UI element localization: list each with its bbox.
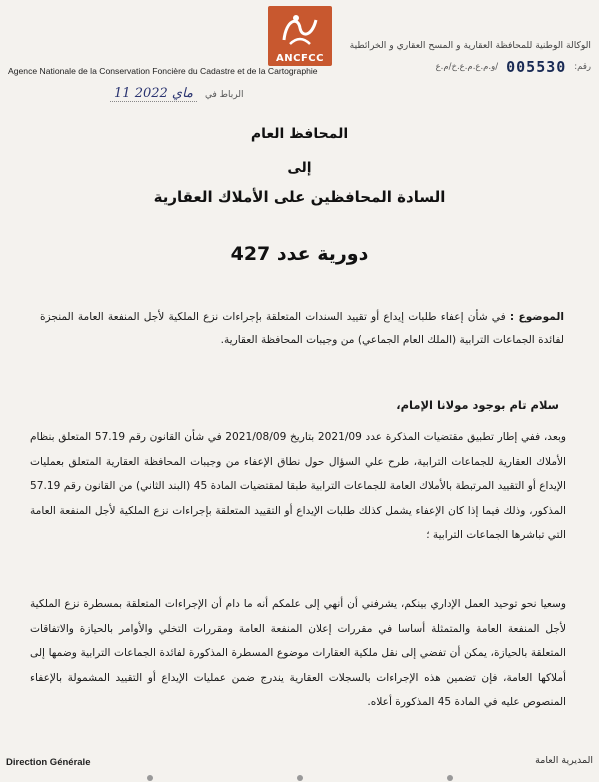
reference-number: 005530 [506,58,567,76]
footer-decoration [0,770,599,782]
body-paragraph-1: وبعد، ففي إطار تطبيق مقتضيات المذكرة عدد 2021/09 بتاريخ 2021/08/09 في شأن القانون رقم 57.19 المتعلق بنظام الأملاك العقارية للجماعات الترابية، طرح علي السؤال حول نطاق الإعفاء من وجيبات المحافظة العقارية المتعلق بعمليات الإيداع أو التقييد المرتبطة بالأملاك العامة للجماعات الترابية طبقا لمقتضيات المادة 45 (البند الثاني) من القانون رقم 57.19 المذكور، وذلك فيما إذا كان الإعفاء يشمل كذلك طلبات الإيداع أو التقييد المتعلقة بإجراءات نزع الملكية لأجل المنفعة العامة التي تباشرها الجماعات الترابية ؛ [30,431,566,542]
reference-row [436,56,591,78]
subject-block [40,306,564,352]
handwritten-date: 11 ماي 2022 [110,86,197,102]
greeting: سلام تام بوجود مولانا الإمام، [396,398,559,412]
footer-direction-ar: المديرية العامة [535,755,593,766]
reference-code: /و.م.ع.م.ع.خ/م.ع [435,62,499,72]
reference-label: رقم: [574,62,591,72]
agency-name-ar: الوكالة الوطنية للمحافظة العقارية و المسح العقاري و الخرائطية [349,40,591,51]
agency-name-fr: Agence Nationale de la Conservation Foncière du Cadastre et de la Cartographie [8,66,318,76]
subject-label: الموضوع : [509,311,564,323]
body-paragraph-2: وسعيا نحو توحيد العمل الإداري بينكم، يشرفني أن أنهي إلى علمكم أنه ما دام أن الإجراءات المتعلقة بمسطرة نزع الملكية لأجل المنفعة العامة والمتمثلة أساسا في مقررات إعلان المنفعة العامة ومقررات التخلي والأوامر بالحيازة والاتفاقات المتعلقة بالحيازة، يمكن أن تفضي إلى نقل ملكية العقارات موضوع المسطرة المذكورة لفائدة الجماعات الترابية وضمها إلى أملاكها العامة، فإن تضمين هذه الإجراءات بالسجلات العقارية يندرج ضمن عمليات الإيداع أو التقييد المشمولة بالإعفاء المنصوص عليه في المادة 45 المذكورة أعلاه. [30,598,566,709]
date-row [110,86,243,102]
ancfcc-logo [268,6,332,66]
logo-text: ANCFCC [276,53,324,64]
subject-text: في شأن إعفاء طلبات إيداع أو تقييد السندات المتعلقة بإجراءات نزع الملكية لأجل المنفعة العامة المنجزة لفائدة الجماعات الترابية (الملك العام الجماعي) من وجيبات المحافظة العقارية. [40,311,564,346]
sender-title: المحافظ العام [250,126,349,142]
logo-emblem-icon [276,10,324,50]
circular-title: دورية عدد 427 [230,243,369,265]
recipients: السادة المحافظين على الأملاك العقارية [153,188,446,206]
addressee-prefix: إلى [287,160,312,176]
footer-direction-fr: Direction Générale [6,757,91,768]
date-place-label: الرباط في [205,90,244,100]
